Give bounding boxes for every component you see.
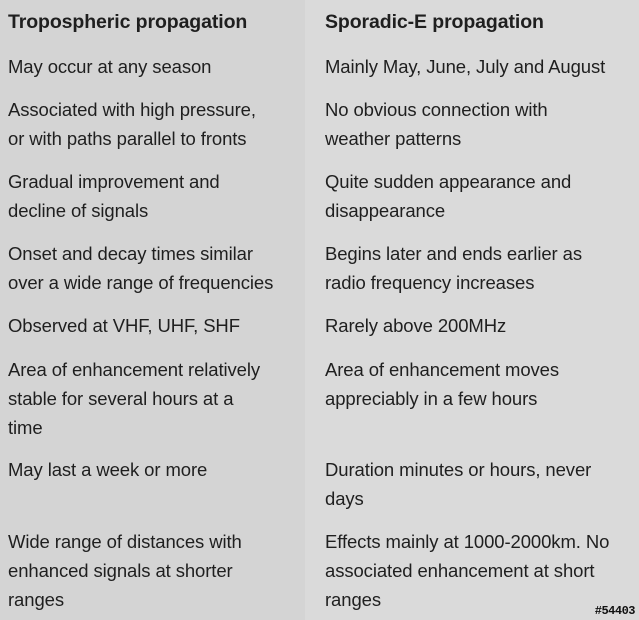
row-4-right: Begins later and ends earlier as radio frequency increases <box>325 243 582 293</box>
row-6-left: Area of enhancement relatively stable for several hours at a time <box>8 359 261 438</box>
row-7-right: Duration minutes or hours, never days <box>325 459 592 509</box>
row-5-left: Observed at VHF, UHF, SHF <box>8 315 240 336</box>
row-3-left: Gradual improvement and decline of signals <box>8 171 220 221</box>
row-3-right: Quite sudden appearance and disappearance <box>325 171 572 221</box>
row-2-right: No obvious connection with weather patterns <box>325 99 548 149</box>
row-8-left: Wide range of distances with enhanced signals at shorter ranges <box>8 531 242 610</box>
row-4-left: Onset and decay times similar over a wide range of frequencies <box>8 243 274 293</box>
row-8-right: Effects mainly at 1000-2000km. No associated enhancement at short ranges <box>325 531 610 610</box>
row-1-left: May occur at any season <box>8 56 212 77</box>
header-tropospheric: Tropospheric propagation <box>8 11 248 33</box>
row-6-right: Area of enhancement moves appreciably in a few hours <box>325 359 560 409</box>
header-sporadic-e: Sporadic-E propagation <box>325 11 544 33</box>
row-1-right: Mainly May, June, July and August <box>325 56 606 77</box>
row-2-left: Associated with high pressure, or with paths parallel to fronts <box>8 99 256 149</box>
row-7-left: May last a week or more <box>8 459 208 480</box>
watermark-id: #54403 <box>594 604 635 618</box>
row-5-right: Rarely above 200MHz <box>325 315 507 336</box>
